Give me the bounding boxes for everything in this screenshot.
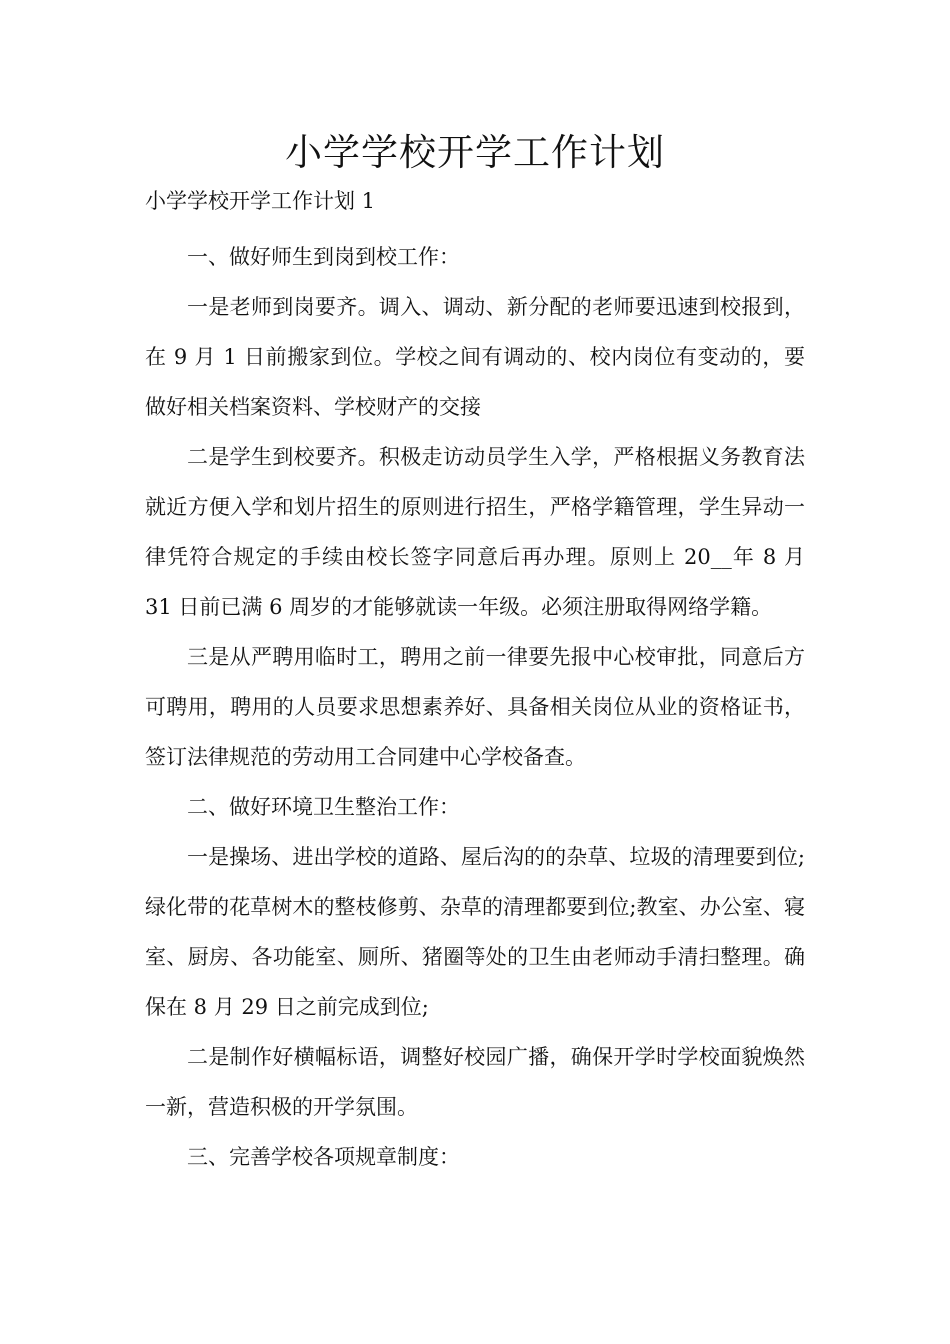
body-paragraph: 一是操场、进出学校的道路、屋后沟的的杂草、垃圾的清理要到位;绿化带的花草树木的整枝修剪、杂草的清理都要到位;教室、办公室、寝室、厨房、各功能室、厕所、猪圈等处的卫生由老师动手清扫整理。确保在 8 月 29 日之前完成到位; xyxy=(145,845,805,1019)
body-paragraph: 一是老师到岗要齐。调入、调动、新分配的老师要迅速到校报到，在 9 月 1 日前搬家到位。学校之间有调动的、校内岗位有变动的，要做好相关档案资料、学校财产的交接 xyxy=(145,295,805,419)
document-subtitle: 小学学校开学工作计划 1 xyxy=(145,189,376,213)
section-heading: 三、完善学校各项规章制度： xyxy=(187,1145,460,1169)
body-paragraph: 二是学生到校要齐。积极走访动员学生入学，严格根据义务教育法就近方便入学和划片招生的原则进行招生，严格学籍管理，学生异动一律凭符合规定的手续由校长签字同意后再办理。原则上 20__年 8 月 31 日前已满 6 周岁的才能够就读一年级。必须注册取得网络学籍。 xyxy=(145,445,805,619)
document-title: 小学学校开学工作计划 xyxy=(285,131,665,174)
document-body xyxy=(145,232,805,1182)
body-paragraph: 二是制作好横幅标语，调整好校园广播，确保开学时学校面貌焕然一新，营造积极的开学氛围。 xyxy=(145,1045,805,1119)
body-paragraph: 三是从严聘用临时工，聘用之前一律要先报中心校审批，同意后方可聘用，聘用的人员要求思想素养好、具备相关岗位从业的资格证书，签订法律规范的劳动用工合同建中心学校备查。 xyxy=(145,645,805,769)
section-heading: 二、做好环境卫生整治工作： xyxy=(187,795,460,819)
section-heading: 一、做好师生到岗到校工作： xyxy=(187,245,460,269)
